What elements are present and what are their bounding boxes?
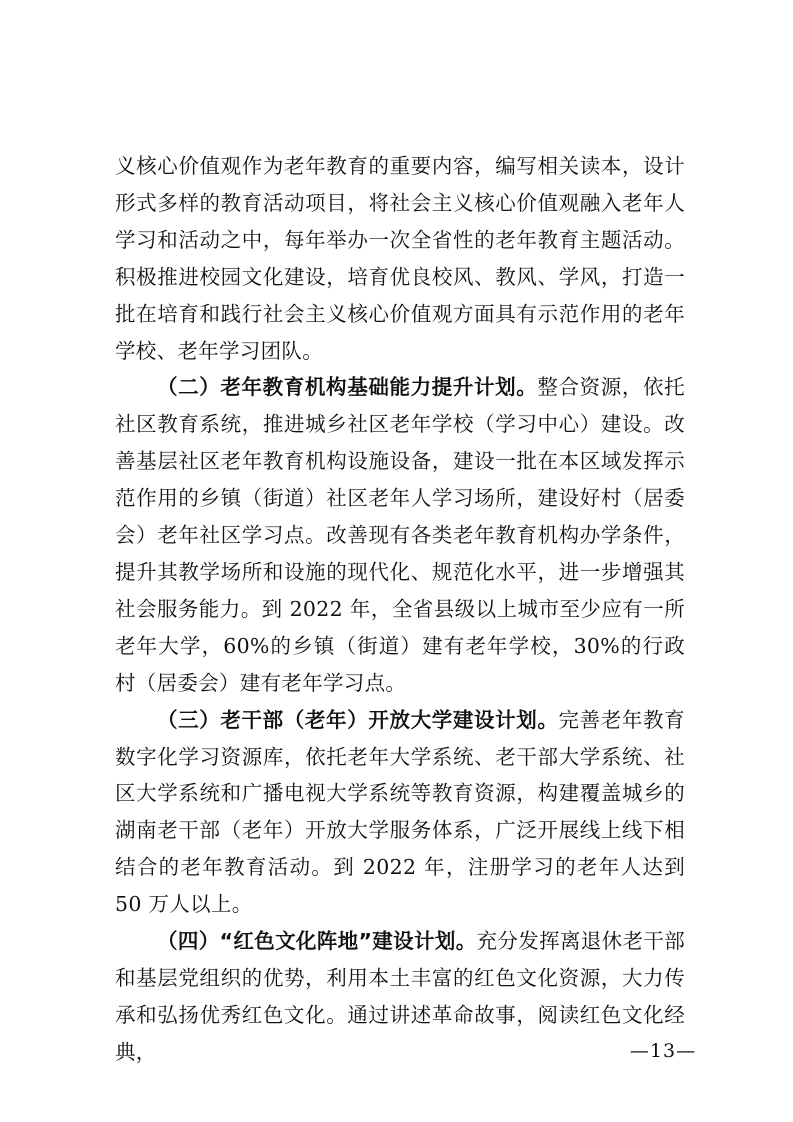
section-heading: （四）“红色文化阵地”建设计划。 xyxy=(157,929,477,954)
paragraph-section-3 xyxy=(115,702,685,923)
paragraph-section-4 xyxy=(115,923,685,1071)
paragraph-section-2 xyxy=(115,369,685,701)
page-number: —13— xyxy=(629,1040,697,1062)
document-body xyxy=(115,148,685,1071)
paragraph-body: 义核心价值观作为老年教育的重要内容，编写相关读本，设计形式多样的教育活动项目，将社会主义核心价值观融入老年人学习和活动之中，每年举办一次全省性的老年教育主题活动。积极推进校园文化建设，培育优良校风、教风、学风，打造一批在培育和践行社会主义核心价值观方面具有示范作用的老年学校、老年学习团队。 xyxy=(115,154,685,363)
paragraph-body: 充分发挥离退休老干部和基层党组织的优势，利用本土丰富的红色文化资源，大力传承和弘扬优秀红色文化。通过讲述革命故事，阅读红色文化经典， xyxy=(115,929,685,1064)
paragraph-continuation xyxy=(115,148,685,369)
paragraph-body: 完善老年教育数字化学习资源库，依托老年大学系统、老干部大学系统、社区大学系统和广播电视大学系统等教育资源，构建覆盖城乡的湖南老干部（老年）开放大学服务体系，广泛开展线上线下相结合的老年教育活动。到 2022 年，注册学习的老年人达到 50 万人以上。 xyxy=(115,707,685,917)
section-heading: （二）老年教育机构基础能力提升计划。 xyxy=(157,375,538,400)
paragraph-body: 整合资源，依托社区教育系统，推进城乡社区老年学校（学习中心）建设。改善基层社区老年教育机构设施设备，建设一批在本区域发挥示范作用的乡镇（街道）社区老年人学习场所，建设好村（居委会）老年社区学习点。改善现有各类老年教育机构办学条件，提升其教学场所和设施的现代化、规范化水平，进一步增强其社会服务能力。到 2022 年，全省县级以上城市至少应有一所老年大学，60%的乡镇（街道）建有老年学校，30%的行政村（居委会）建有老年学习点。 xyxy=(115,375,685,695)
section-heading: （三）老干部（老年）开放大学建设计划。 xyxy=(157,707,559,732)
